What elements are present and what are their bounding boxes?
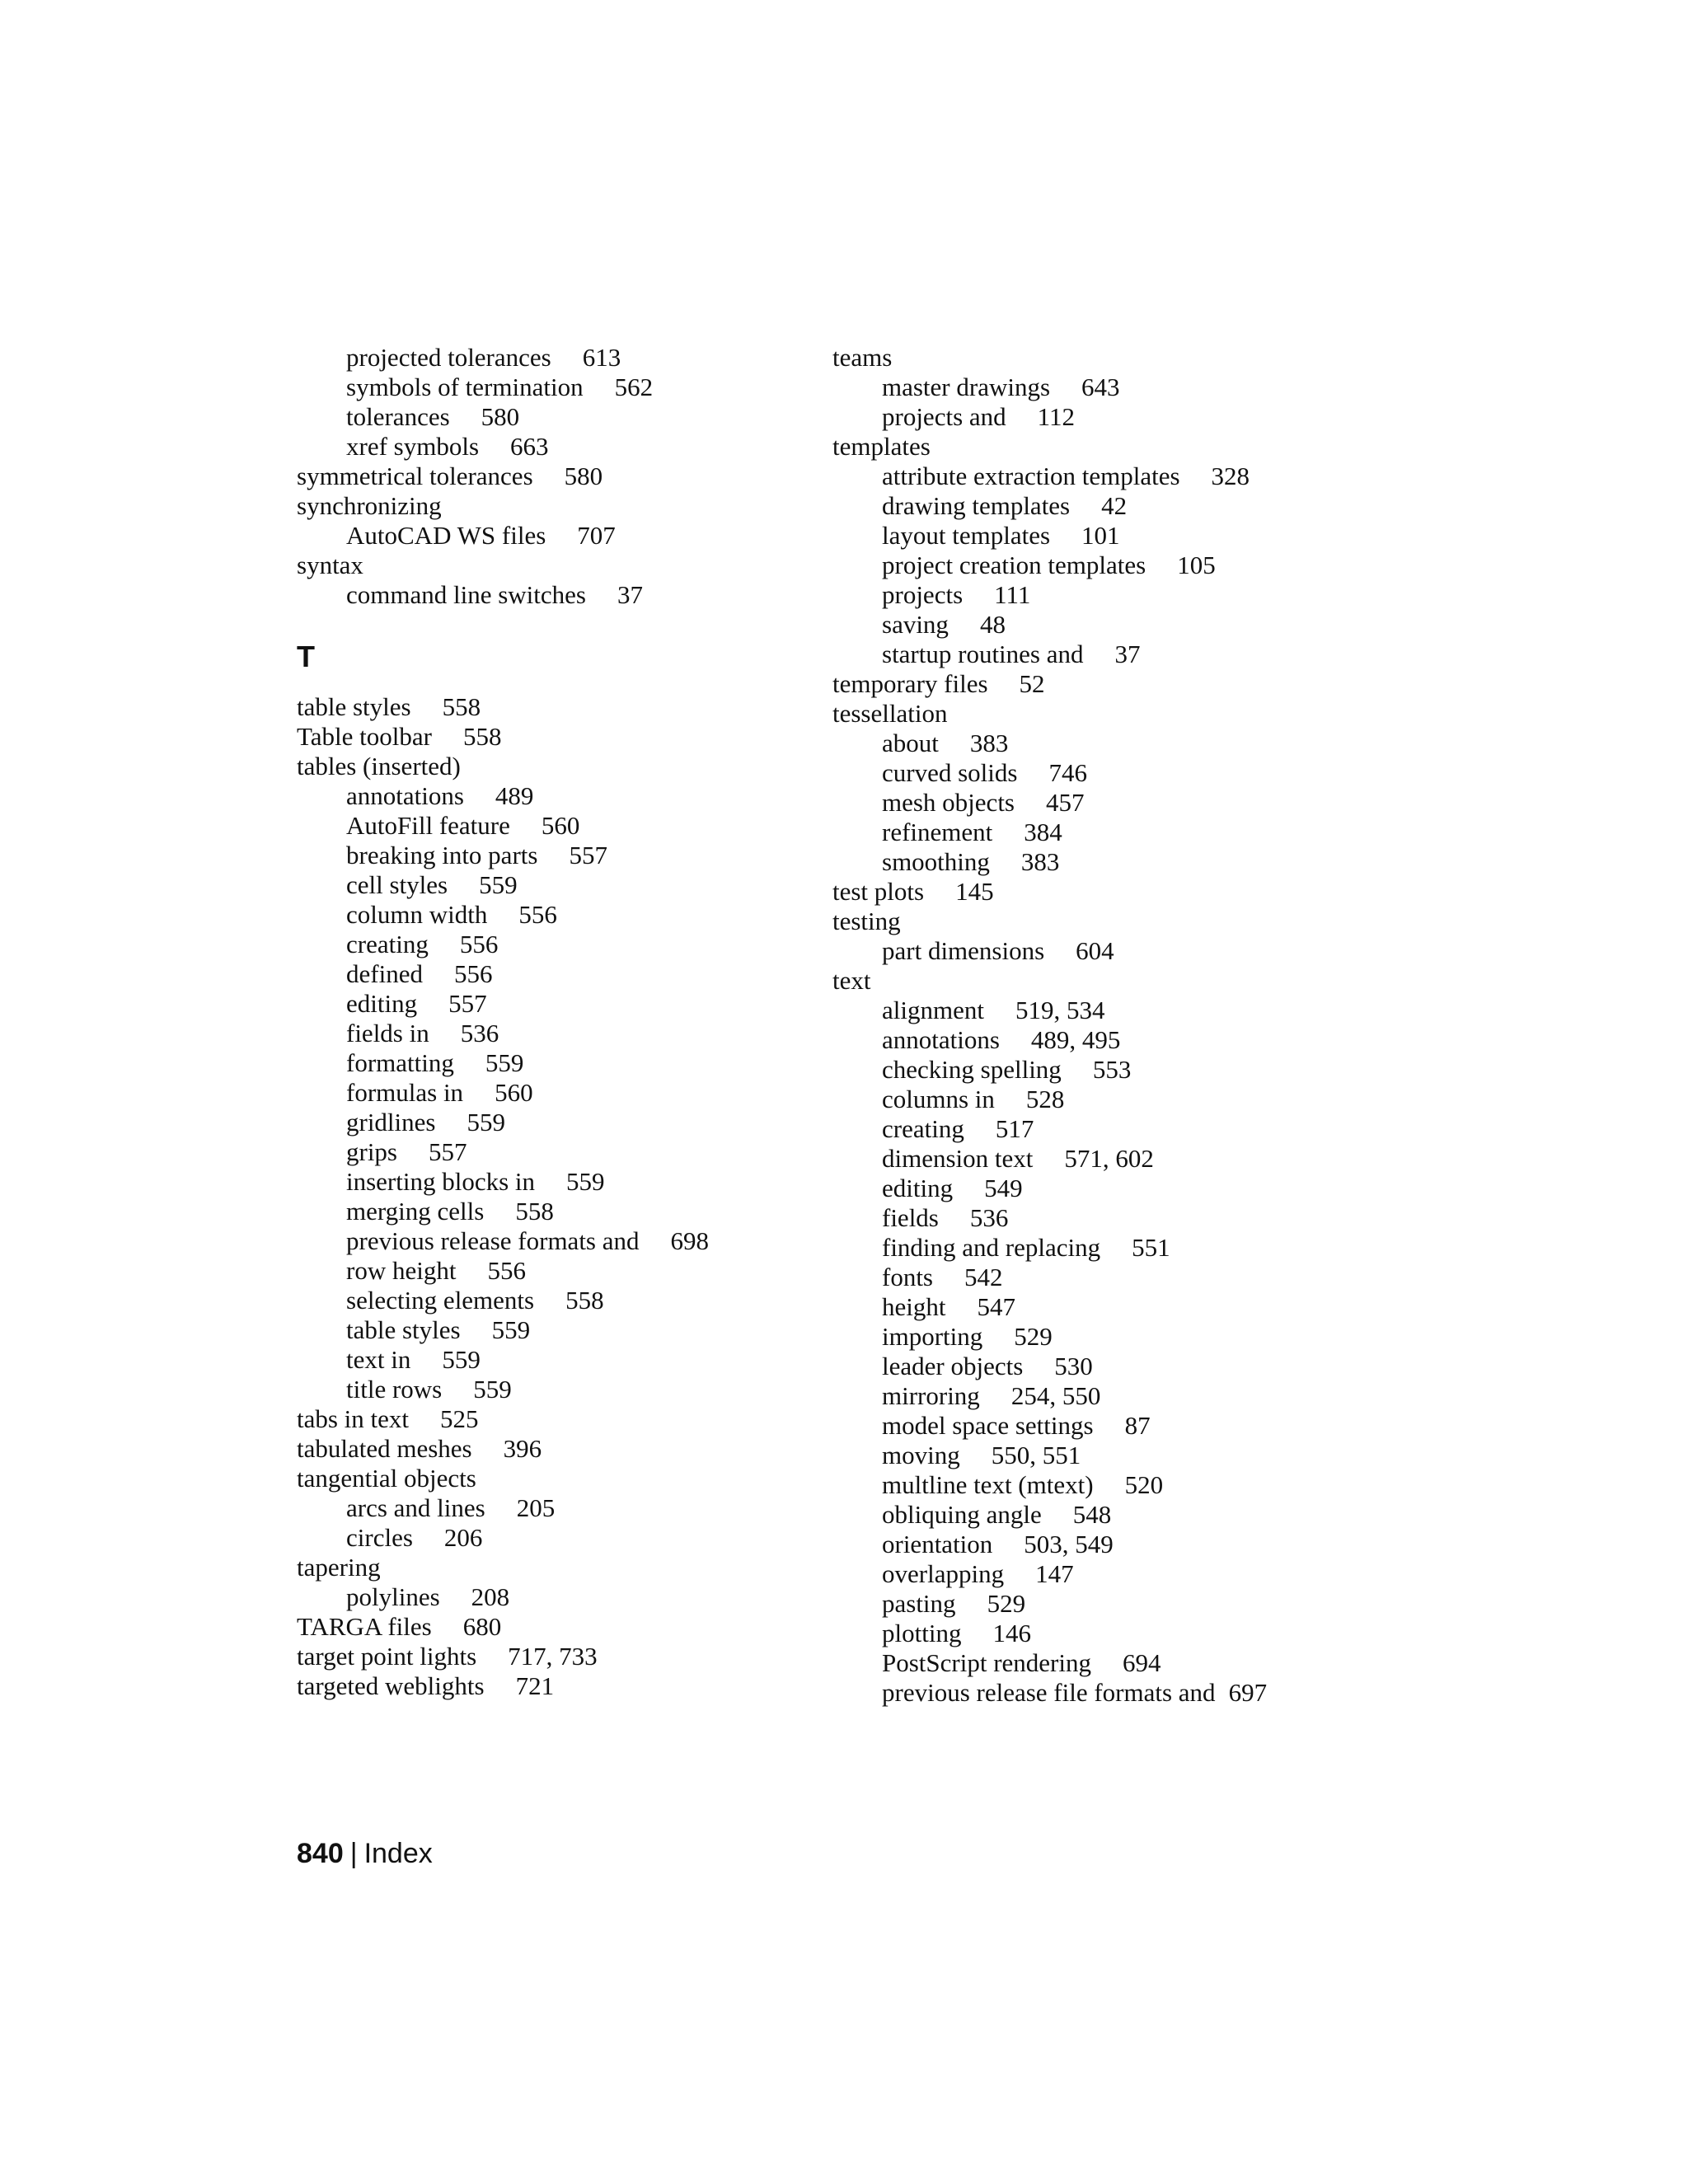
index-page-ref: 556 xyxy=(453,959,493,988)
index-subentry xyxy=(832,729,1360,758)
index-page-ref: 112 xyxy=(1037,402,1075,431)
index-subentry xyxy=(832,1352,1360,1381)
index-page-ref: 613 xyxy=(582,343,621,372)
index-term: tolerances xyxy=(346,402,450,431)
index-subentry xyxy=(832,551,1360,580)
index-term: fonts xyxy=(882,1263,933,1291)
index-term: creating xyxy=(346,930,429,958)
index-entry xyxy=(297,722,808,752)
index-page-ref: 562 xyxy=(614,373,654,401)
index-page-ref: 746 xyxy=(1048,758,1087,787)
index-subentry xyxy=(832,1381,1360,1411)
index-page-ref: 396 xyxy=(503,1434,542,1463)
index-subentry xyxy=(832,491,1360,521)
index-term: creating xyxy=(882,1114,964,1143)
index-subentry xyxy=(297,870,808,900)
index-page-ref: 557 xyxy=(569,841,607,869)
index-term: arcs and lines xyxy=(346,1493,485,1522)
index-subentry xyxy=(832,996,1360,1025)
index-term: command line switches xyxy=(346,580,586,609)
index-term: testing xyxy=(832,907,901,935)
index-page-ref: 547 xyxy=(977,1292,1015,1321)
index-page-ref: 694 xyxy=(1123,1648,1161,1677)
index-term: breaking into parts xyxy=(346,841,538,869)
index-subentry xyxy=(832,1114,1360,1144)
index-term: layout templates xyxy=(882,521,1051,550)
index-page-ref: 111 xyxy=(994,580,1031,609)
index-entry xyxy=(832,669,1360,699)
index-page-ref: 52 xyxy=(1019,669,1045,698)
index-subentry xyxy=(832,640,1360,669)
index-subentry xyxy=(297,1523,808,1553)
index-term: projected tolerances xyxy=(346,343,551,372)
page-number: 840 xyxy=(297,1838,344,1869)
index-subentry xyxy=(832,1322,1360,1352)
index-page-ref: 529 xyxy=(1014,1322,1053,1351)
index-term: obliquing angle xyxy=(882,1500,1042,1529)
index-page-ref: 721 xyxy=(515,1671,555,1700)
index-subentry xyxy=(832,1085,1360,1114)
index-term: height xyxy=(882,1292,946,1321)
index-subentry xyxy=(297,1226,808,1256)
index-subentry xyxy=(297,432,808,462)
index-term: overlapping xyxy=(882,1559,1005,1588)
index-term: temporary files xyxy=(832,669,988,698)
index-subentry xyxy=(297,343,808,373)
index-term: projects xyxy=(882,580,964,609)
index-term: startup routines and xyxy=(882,640,1084,668)
index-subentry xyxy=(832,1470,1360,1500)
index-page-ref: 489, 495 xyxy=(1030,1025,1121,1054)
index-page-ref: 205 xyxy=(516,1493,556,1522)
index-term: saving xyxy=(882,610,949,639)
index-page-ref: 571, 602 xyxy=(1064,1144,1154,1173)
index-subentry xyxy=(832,1619,1360,1648)
index-page-ref: 559 xyxy=(485,1048,524,1077)
index-term: importing xyxy=(882,1322,983,1351)
index-page-ref: 525 xyxy=(440,1404,479,1433)
index-subentry xyxy=(297,373,808,402)
index-term: table styles xyxy=(346,1315,461,1344)
index-page-ref: 558 xyxy=(565,1286,604,1315)
index-term: mesh objects xyxy=(882,788,1015,817)
index-term: selecting elements xyxy=(346,1286,535,1315)
index-page-ref: 663 xyxy=(510,432,549,461)
index-term: mirroring xyxy=(882,1381,980,1410)
index-term: Table toolbar xyxy=(297,722,432,751)
index-term: circles xyxy=(346,1523,413,1552)
index-subentry xyxy=(297,1375,808,1404)
index-term: templates xyxy=(832,432,931,461)
index-term: finding and replacing xyxy=(882,1233,1101,1262)
index-page-ref: 105 xyxy=(1177,551,1216,579)
index-subentry xyxy=(832,373,1360,402)
index-subentry xyxy=(832,1055,1360,1085)
index-page-ref: 145 xyxy=(955,877,994,906)
index-page-ref: 528 xyxy=(1025,1085,1065,1113)
index-page-ref: 549 xyxy=(984,1174,1023,1202)
index-subentry xyxy=(297,1345,808,1375)
index-page-ref: 604 xyxy=(1076,936,1114,965)
index-term: text xyxy=(832,966,871,995)
index-term: refinement xyxy=(882,818,993,846)
index-subentry xyxy=(297,930,808,959)
index-entry xyxy=(832,907,1360,936)
index-page-ref: 383 xyxy=(1020,847,1060,876)
index-column-right xyxy=(832,343,1360,1708)
index-subentry xyxy=(297,1078,808,1108)
index-subentry xyxy=(832,1292,1360,1322)
index-term: tangential objects xyxy=(297,1464,476,1493)
index-subentry xyxy=(297,1048,808,1078)
index-term: title rows xyxy=(346,1375,443,1404)
index-page-ref: 698 xyxy=(670,1226,710,1255)
index-page-ref: 208 xyxy=(471,1582,510,1611)
index-entry xyxy=(297,752,808,781)
index-subentry xyxy=(297,781,808,811)
index-subentry xyxy=(832,580,1360,610)
index-page-ref: 489 xyxy=(495,781,534,810)
index-term: table styles xyxy=(297,692,411,721)
index-subentry xyxy=(297,1315,808,1345)
index-page-ref: 580 xyxy=(564,462,603,490)
index-subentry xyxy=(297,580,808,610)
index-subentry xyxy=(832,1233,1360,1263)
index-page-ref: 384 xyxy=(1024,818,1062,846)
index-page-ref: 519, 534 xyxy=(1015,996,1105,1024)
index-term: moving xyxy=(882,1441,960,1469)
index-term: alignment xyxy=(882,996,984,1024)
index-term: master drawings xyxy=(882,373,1051,401)
index-subentry xyxy=(832,610,1360,640)
index-subentry xyxy=(297,900,808,930)
index-entry xyxy=(297,1404,808,1434)
index-page-ref: 550, 551 xyxy=(991,1441,1081,1469)
index-page-ref: 457 xyxy=(1046,788,1085,817)
index-subentry xyxy=(297,959,808,989)
index-page-ref: 643 xyxy=(1081,373,1120,401)
index-term: projects and xyxy=(882,402,1006,431)
index-entries-s-continued xyxy=(297,343,808,610)
index-entry xyxy=(832,966,1360,996)
index-subentry xyxy=(832,1559,1360,1589)
index-term: test plots xyxy=(832,877,925,906)
index-term: inserting blocks in xyxy=(346,1167,536,1196)
index-column-left xyxy=(297,343,808,1701)
index-subentry xyxy=(832,1648,1360,1678)
footer-section-name: Index xyxy=(363,1838,433,1869)
section-letter-heading: T xyxy=(297,640,315,673)
index-subentry xyxy=(832,1263,1360,1292)
index-term: project creation templates xyxy=(882,551,1146,579)
index-term: symbols of termination xyxy=(346,373,584,401)
index-term: xref symbols xyxy=(346,432,480,461)
index-page-ref: 328 xyxy=(1211,462,1250,490)
index-term: cell styles xyxy=(346,870,448,899)
index-entry xyxy=(297,462,808,491)
index-page-ref: 560 xyxy=(495,1078,533,1107)
index-term: merging cells xyxy=(346,1197,485,1226)
index-entry xyxy=(297,551,808,580)
index-page-ref: 559 xyxy=(467,1108,505,1137)
index-term: gridlines xyxy=(346,1108,436,1137)
index-page-ref: 529 xyxy=(987,1589,1026,1618)
index-page-ref: 558 xyxy=(462,722,502,751)
index-page-ref: 517 xyxy=(995,1114,1034,1143)
index-page-ref: 559 xyxy=(491,1315,531,1344)
index-page-ref: 707 xyxy=(577,521,616,550)
index-subentry xyxy=(832,521,1360,551)
index-term: symmetrical tolerances xyxy=(297,462,533,490)
index-page-ref: 697 xyxy=(1228,1678,1268,1707)
index-term: annotations xyxy=(882,1025,1000,1054)
index-term: tessellation xyxy=(832,699,948,728)
index-page-ref: 101 xyxy=(1081,521,1120,550)
index-subentry xyxy=(297,1167,808,1197)
index-subentry xyxy=(832,1174,1360,1203)
index-entry xyxy=(297,491,808,521)
index-term: editing xyxy=(882,1174,954,1202)
index-page-ref: 556 xyxy=(518,900,557,929)
index-entry xyxy=(297,692,808,722)
index-term: defined xyxy=(346,959,423,988)
index-page-ref: 556 xyxy=(459,930,499,958)
footer-separator: | xyxy=(349,1838,358,1869)
index-term: previous release formats and xyxy=(346,1226,640,1255)
index-page-ref: 146 xyxy=(992,1619,1031,1647)
index-entry xyxy=(297,1612,808,1642)
index-page-ref: 557 xyxy=(448,989,487,1018)
index-term: checking spelling xyxy=(882,1055,1062,1084)
index-term: fields in xyxy=(346,1019,429,1047)
index-term: model space settings xyxy=(882,1411,1094,1440)
index-term: previous release file formats and xyxy=(882,1678,1216,1707)
index-page-ref: 559 xyxy=(479,870,518,899)
index-term: text in xyxy=(346,1345,411,1374)
index-term: attribute extraction templates xyxy=(882,462,1180,490)
index-page-ref: 559 xyxy=(473,1375,512,1404)
index-term: smoothing xyxy=(882,847,990,876)
index-subentry xyxy=(832,1144,1360,1174)
index-page-ref: 556 xyxy=(487,1256,526,1285)
index-term: drawing templates xyxy=(882,491,1071,520)
index-subentry xyxy=(832,462,1360,491)
index-page-ref: 717, 733 xyxy=(508,1642,598,1671)
index-subentry xyxy=(832,758,1360,788)
index-page-ref: 560 xyxy=(541,811,580,840)
index-entries-t xyxy=(297,692,808,1701)
index-subentry xyxy=(297,841,808,870)
index-term: syntax xyxy=(297,551,363,579)
index-term: polylines xyxy=(346,1582,440,1611)
index-subentry xyxy=(832,1500,1360,1530)
index-entry xyxy=(297,1464,808,1493)
index-term: AutoFill feature xyxy=(346,811,510,840)
index-entry xyxy=(832,343,1360,373)
index-term: column width xyxy=(346,900,488,929)
index-subentry xyxy=(297,1197,808,1226)
index-page-ref: 559 xyxy=(442,1345,481,1374)
index-term: teams xyxy=(832,343,893,372)
index-page-ref: 548 xyxy=(1072,1500,1112,1529)
index-subentry xyxy=(832,788,1360,818)
index-entry xyxy=(832,877,1360,907)
index-term: dimension text xyxy=(882,1144,1034,1173)
index-page-ref: 680 xyxy=(462,1612,502,1641)
index-subentry xyxy=(832,1203,1360,1233)
index-page-ref: 542 xyxy=(964,1263,1003,1291)
index-term: tables (inserted) xyxy=(297,752,461,780)
index-page-ref: 580 xyxy=(481,402,520,431)
index-term: tapering xyxy=(297,1553,381,1582)
index-page-ref: 147 xyxy=(1035,1559,1074,1588)
index-subentry xyxy=(297,989,808,1019)
index-subentry xyxy=(832,402,1360,432)
index-subentry xyxy=(297,1108,808,1137)
index-subentry xyxy=(832,847,1360,877)
index-term: formulas in xyxy=(346,1078,464,1107)
index-page-ref: 551 xyxy=(1132,1233,1170,1262)
index-subentry xyxy=(297,1019,808,1048)
index-page-ref: 42 xyxy=(1101,491,1128,520)
index-page-ref: 383 xyxy=(969,729,1009,757)
index-entry xyxy=(297,1642,808,1671)
index-subentry xyxy=(832,1441,1360,1470)
index-term: tabs in text xyxy=(297,1404,410,1433)
index-term: curved solids xyxy=(882,758,1018,787)
index-page-ref: 557 xyxy=(429,1137,467,1166)
index-term: target point lights xyxy=(297,1642,477,1671)
index-subentry xyxy=(297,1256,808,1286)
index-entry xyxy=(832,699,1360,729)
index-page-ref: 48 xyxy=(979,610,1006,639)
index-term: PostScript rendering xyxy=(882,1648,1091,1677)
index-subentry xyxy=(297,521,808,551)
index-page-ref: 553 xyxy=(1092,1055,1132,1084)
index-term: formatting xyxy=(346,1048,454,1077)
index-entries-t-continued xyxy=(832,343,1360,1708)
index-term: synchronizing xyxy=(297,491,442,520)
index-entry xyxy=(297,1671,808,1701)
index-subentry xyxy=(832,1678,1360,1708)
index-term: TARGA files xyxy=(297,1612,432,1641)
index-subentry xyxy=(832,1589,1360,1619)
index-subentry xyxy=(832,818,1360,847)
index-entry xyxy=(832,432,1360,462)
index-subentry xyxy=(297,1286,808,1315)
index-term: leader objects xyxy=(882,1352,1024,1380)
index-term: grips xyxy=(346,1137,397,1166)
index-subentry xyxy=(297,402,808,432)
index-subentry xyxy=(297,1493,808,1523)
index-term: multline text (mtext) xyxy=(882,1470,1094,1499)
index-term: pasting xyxy=(882,1589,956,1618)
index-page-ref: 530 xyxy=(1054,1352,1093,1380)
index-page-ref: 536 xyxy=(460,1019,499,1047)
index-page-ref: 558 xyxy=(515,1197,554,1226)
index-page-ref: 206 xyxy=(443,1523,483,1552)
index-term: about xyxy=(882,729,939,757)
index-term: fields xyxy=(882,1203,939,1232)
index-subentry xyxy=(297,1582,808,1612)
index-term: columns in xyxy=(882,1085,995,1113)
index-subentry xyxy=(832,1530,1360,1559)
index-subentry xyxy=(832,936,1360,966)
index-term: targeted weblights xyxy=(297,1671,485,1700)
index-subentry xyxy=(832,1025,1360,1055)
index-term: AutoCAD WS files xyxy=(346,521,546,550)
index-term: tabulated meshes xyxy=(297,1434,472,1463)
index-subentry xyxy=(297,1137,808,1167)
index-page-ref: 520 xyxy=(1124,1470,1164,1499)
index-subentry xyxy=(832,1411,1360,1441)
index-entry xyxy=(297,1553,808,1582)
index-term: orientation xyxy=(882,1530,993,1558)
index-entry xyxy=(297,1434,808,1464)
index-page-ref: 558 xyxy=(442,692,481,721)
index-subentry xyxy=(297,811,808,841)
index-term: plotting xyxy=(882,1619,962,1647)
index-page-ref: 87 xyxy=(1124,1411,1151,1440)
index-term: row height xyxy=(346,1256,457,1285)
index-page-ref: 37 xyxy=(1114,640,1141,668)
index-term: annotations xyxy=(346,781,464,810)
index-page-ref: 254, 550 xyxy=(1010,1381,1101,1410)
page-footer xyxy=(297,1838,433,1870)
index-page-ref: 37 xyxy=(617,580,643,609)
index-page-ref: 503, 549 xyxy=(1024,1530,1114,1558)
index-page-ref: 536 xyxy=(969,1203,1009,1232)
index-page-ref: 559 xyxy=(566,1167,605,1196)
index-term: part dimensions xyxy=(882,936,1045,965)
index-term: editing xyxy=(346,989,418,1018)
